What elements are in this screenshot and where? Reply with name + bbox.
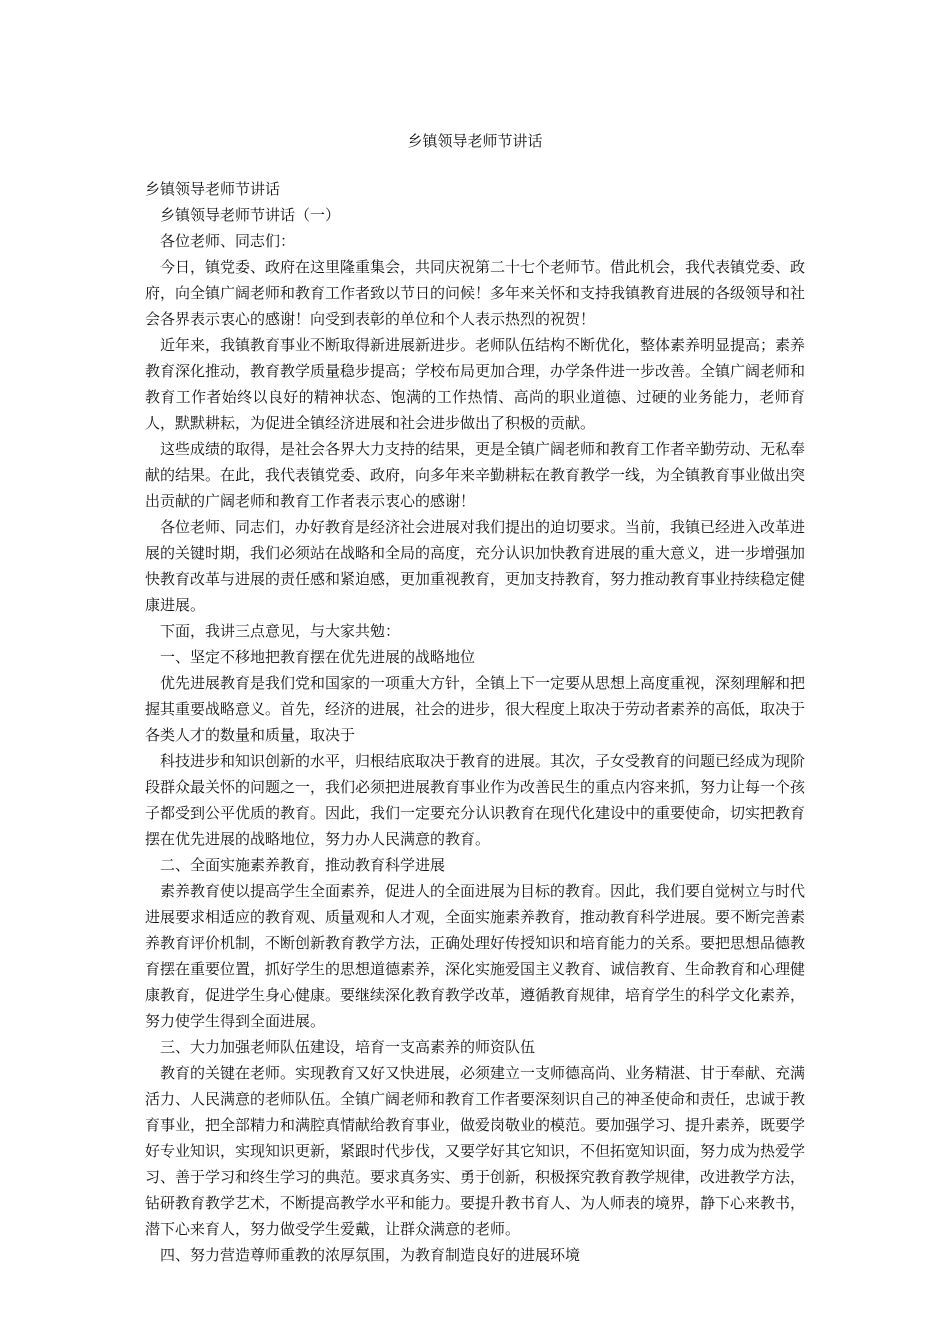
section-heading-2: 二、全面实施素养教育，推动教育科学进展 <box>160 856 446 874</box>
paragraph: 近年来，我镇教育事业不断取得新进展新进步。老师队伍结构不断优化，整体素养明显提高；素养教育深化推动，教育教学质量稳步提高；学校布局更加合理，办学条件进一步改善。全镇广阔老师和教育工作者始终以良好的精神状态、饱满的工作热情、高尚的职业道德、过硬的业务能力，老师育人，默默耕耘，为促进全镇经济进展和社会进步做出了积极的贡献。 <box>145 336 806 432</box>
document-title: 乡镇领导老师节讲话 <box>407 132 543 150</box>
paragraph: 今日，镇党委、政府在这里隆重集会，共同庆祝第二十七个老师节。借此机会，我代表镇党委、政府，向全镇广阔老师和教育工作者致以节日的问候！多年来关怀和支持我镇教育进展的各级领导和社会各界表示衷心的感谢！向受到表彰的单位和个人表示热烈的祝贺！ <box>145 258 806 328</box>
section-heading-3: 三、大力加强老师队伍建设，培育一支高素养的师资队伍 <box>160 1038 536 1056</box>
paragraph: 这些成绩的取得，是社会各界大力支持的结果，更是全镇广阔老师和教育工作者辛勤劳动、无私奉献的结果。在此，我代表镇党委、政府，向多年来辛勤耕耘在教育教学一线，为全镇教育事业做出突出贡献的广阔老师和教育工作者表示衷心的感谢！ <box>145 440 806 510</box>
paragraph-salutation: 各位老师、同志们： <box>160 232 296 250</box>
paragraph: 素养教育使以提高学生全面素养，促进人的全面进展为目标的教育。因此，我们要自觉树立与时代进展要求相适应的教育观、质量观和人才观，全面实施素养教育，推动教育科学进展。要不断完善素养教育评价机制，不断创新教育教学方法，正确处理好传授知识和培育能力的关系。要把思想品德教育摆在重要位置，抓好学生的思想道德素养，深化实施爱国主义教育、诚信教育、生命教育和心理健康教育，促进学生身心健康。要继续深化教育教学改革，遵循教育规律，培育学生的科学文化素养，努力使学生得到全面进展。 <box>145 882 806 1030</box>
section-heading-4: 四、努力营造尊师重教的浓厚氛围，为教育制造良好的进展环境 <box>160 1246 581 1264</box>
paragraph: 各位老师、同志们，办好教育是经济社会进展对我们提出的迫切要求。当前，我镇已经进入改革进展的关键时期，我们必须站在战略和全局的高度，充分认识加快教育进展的重大意义，进一步增强加快教育改革与进展的责任感和紧迫感，更加重视教育，更加支持教育，努力推动教育事业持续稳定健康进展。 <box>145 518 806 614</box>
paragraph-heading: 乡镇领导老师节讲话 <box>145 180 281 198</box>
section-heading-1: 一、坚定不移地把教育摆在优先进展的战略地位 <box>160 648 476 666</box>
paragraph: 优先进展教育是我们党和国家的一项重大方针，全镇上下一定要从思想上高度重视，深刻理解和把握其重要战略意义。首先，经济的进展，社会的进步，很大程度上取决于劳动者素养的高低，取决于各类人才的数量和质量，取决于 <box>145 674 806 744</box>
document-body <box>145 176 805 1268</box>
paragraph: 下面，我讲三点意见，与大家共勉： <box>160 622 401 640</box>
paragraph: 科技进步和知识创新的水平，归根结底取决于教育的进展。其次，子女受教育的问题已经成为现阶段群众最关怀的问题之一，我们必须把进展教育事业作为改善民生的重点内容来抓，努力让每一个孩子都受到公平优质的教育。因此，我们一定要充分认识教育在现代化建设中的重要使命，切实把教育摆在优先进展的战略地位，努力办人民满意的教育。 <box>145 752 806 848</box>
paragraph-subtitle: 乡镇领导老师节讲话（一） <box>160 206 341 224</box>
paragraph: 教育的关键在老师。实现教育又好又快进展，必须建立一支师德高尚、业务精湛、甘于奉献、充满活力、人民满意的老师队伍。全镇广阔老师和教育工作者要深刻识自己的神圣使命和责任，忠诚于教育事业，把全部精力和满腔真情献给教育事业，做爱岗敬业的模范。要加强学习、提升素养，既要学好专业知识，实现知识更新，紧跟时代步伐，又要学好其它知识，不但拓宽知识面，努力成为热爱学习、善于学习和终生学习的典范。要求真务实、勇于创新，积极探究教育教学规律，改进教学方法，钻研教育教学艺术，不断提高教学水平和能力。要提升教书育人、为人师表的境界，静下心来教书，潜下心来育人，努力做受学生爱戴，让群众满意的老师。 <box>145 1064 806 1238</box>
